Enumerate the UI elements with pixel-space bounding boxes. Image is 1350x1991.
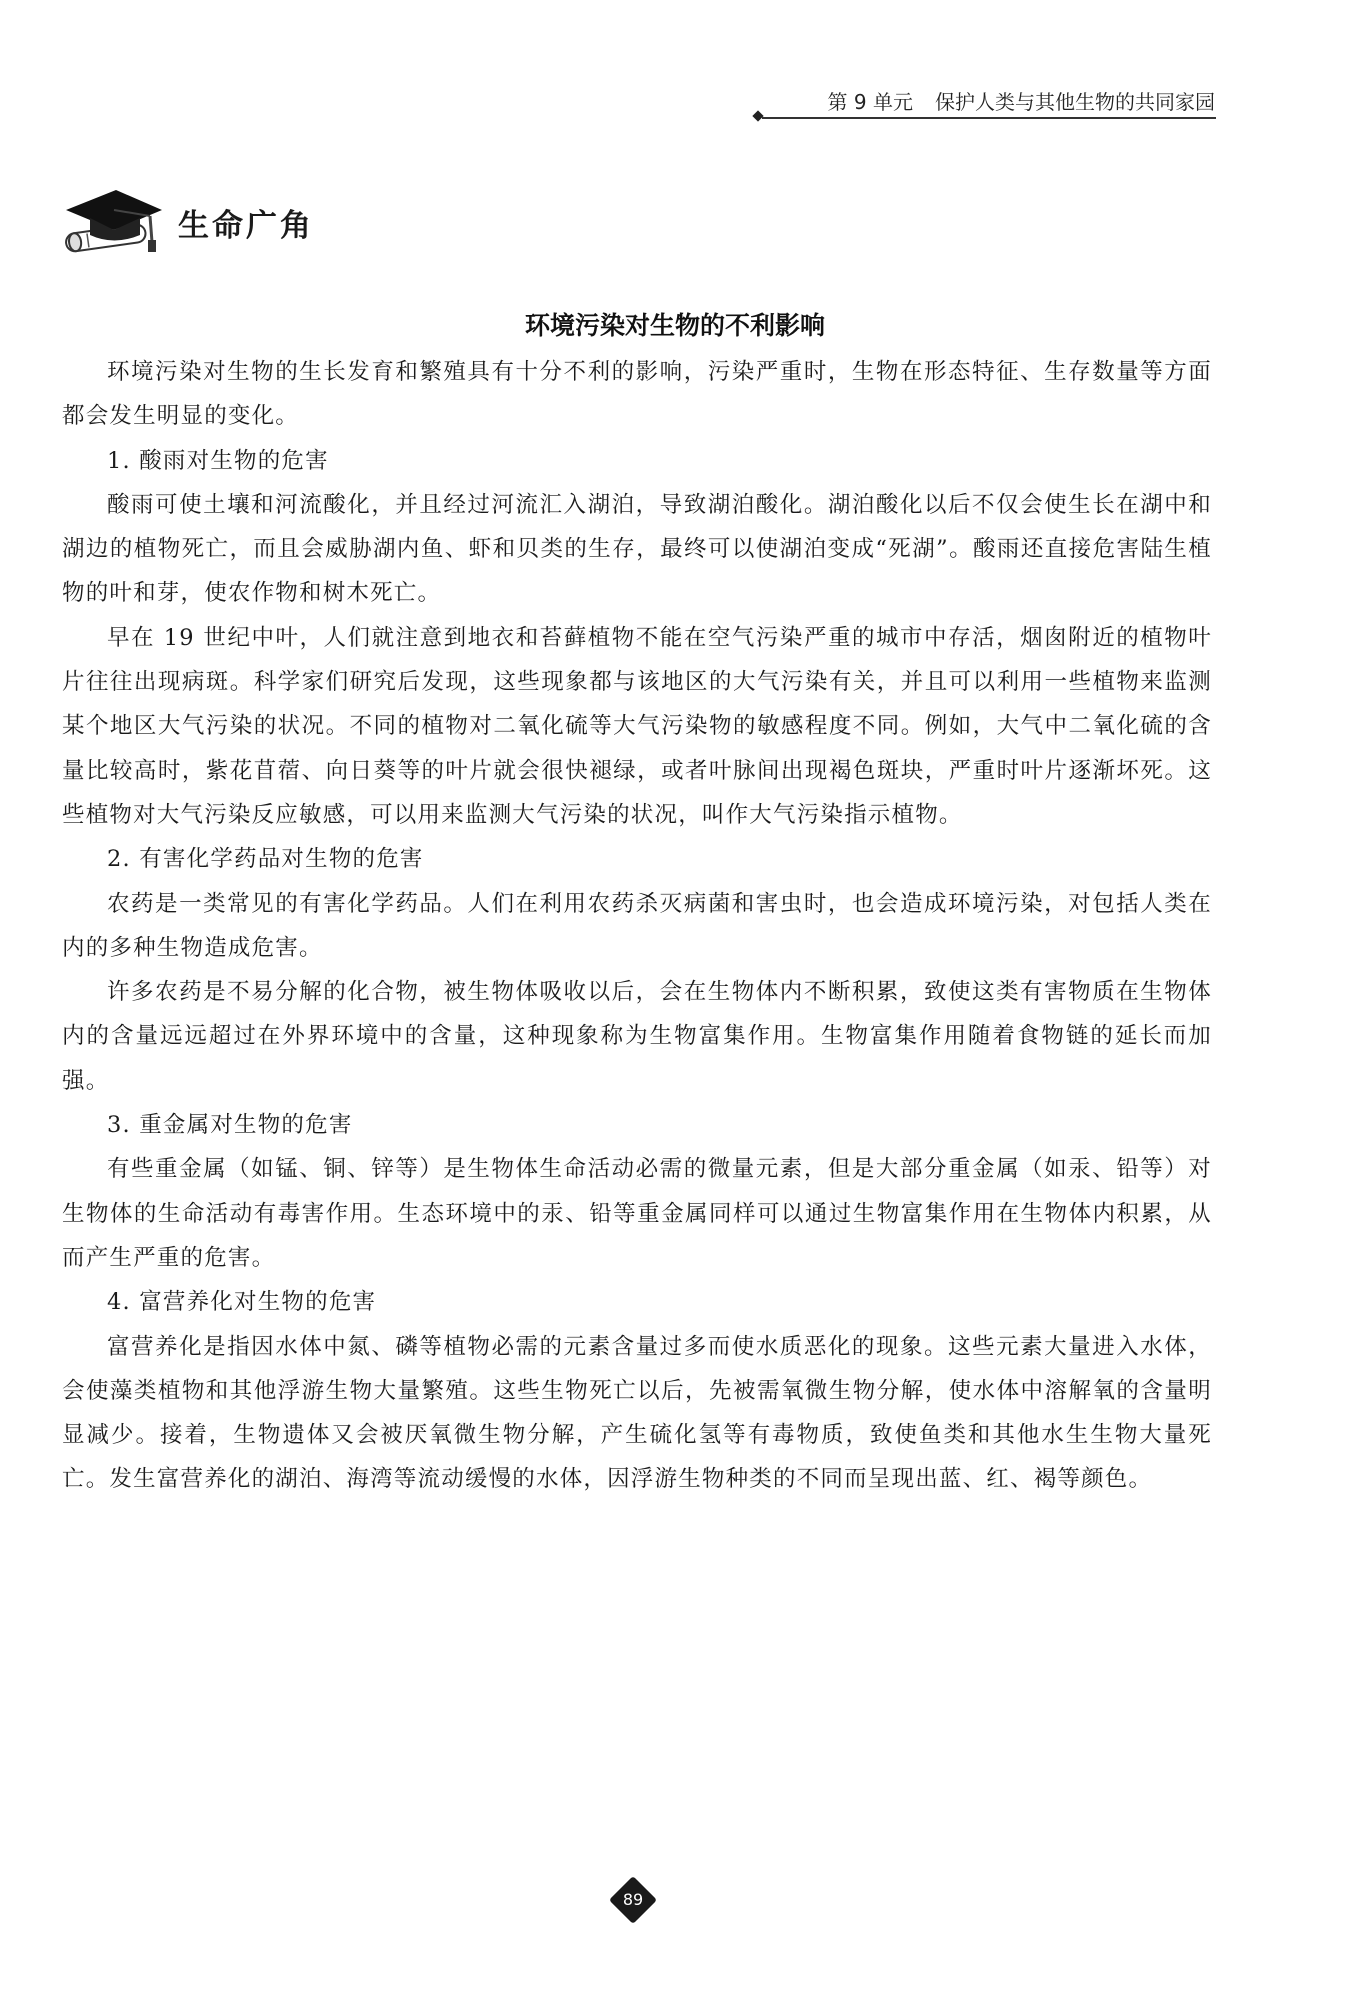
page-number-badge [610,1877,656,1923]
paragraph: 早在 19 世纪中叶，人们就注意到地衣和苔藓植物不能在空气污染严重的城市中存活，烟囱附近的植物叶片往往出现病斑。科学家们研究后发现，这些现象都与该地区的大气污染有关，并且可以利用一些植物来监测某个地区大气污染的状况。不同的植物对二氧化硫等大气污染物的敏感程度不同。例如，大气中二氧化硫的含量比较高时，紫花苜蓿、向日葵等的叶片就会很快褪绿，或者叶脉间出现褐色斑块，严重时叶片逐渐坏死。这些植物对大气污染反应敏感，可以用来监测大气污染的状况，叫作大气污染指示植物。 [62,624,1212,828]
section-title: 生命广角 [178,208,314,244]
paragraph: 富营养化是指因水体中氮、磷等植物必需的元素含量过多而使水质恶化的现象。这些元素大量进入水体，会使藻类植物和其他浮游生物大量繁殖。这些生物死亡以后，先被需氧微生物分解，使水体中溶解氧的含量明显减少。接着，生物遗体又会被厌氧微生物分解，产生硫化氢等有毒物质，致使鱼类和其他水生生物大量死亡。发生富营养化的湖泊、海湾等流动缓慢的水体，因浮游生物种类的不同而呈现出蓝、红、褐等颜色。 [62,1333,1212,1493]
unit-label: 第 9 单元 [827,90,913,114]
subsection-heading: 3. 重金属对生物的危害 [107,1112,353,1139]
subsection-heading: 2. 有害化学药品对生物的危害 [107,846,424,873]
paragraph: 许多农药是不易分解的化合物，被生物体吸收以后，会在生物体内不断积累，致使这类有害物质在生物体内的含量远远超过在外界环境中的含量，这种现象称为生物富集作用。生物富集作用随着食物链的延长而加强。 [62,979,1212,1094]
header-rule [762,117,1216,119]
article-title: 环境污染对生物的不利影响 [524,311,825,340]
page-number: 89 [622,1890,644,1909]
subsection-heading: 4. 富营养化对生物的危害 [107,1289,377,1316]
paragraph: 农药是一类常见的有害化学药品。人们在利用农药杀灭病菌和害虫时，也会造成环境污染，对包括人类在内的多种生物造成危害。 [62,890,1212,961]
subsection-heading: 1. 酸雨对生物的危害 [107,447,329,474]
unit-title: 保护人类与其他生物的共同家园 [935,90,1215,114]
running-header [828,86,1215,115]
paragraph: 环境污染对生物的生长发育和繁殖具有十分不利的影响，污染严重时，生物在形态特征、生存数量等方面都会发生明显的变化。 [62,359,1212,430]
article-body [62,350,1212,1502]
paragraph: 酸雨可使土壤和河流酸化，并且经过河流汇入湖泊，导致湖泊酸化。湖泊酸化以后不仅会使生长在湖中和湖边的植物死亡，而且会威胁湖内鱼、虾和贝类的生存，最终可以使湖泊变成“死湖”。酸雨还直接危害陆生植物的叶和芽，使农作物和树木死亡。 [62,491,1212,607]
header-diamond-icon [752,110,763,121]
graduation-cap-icon [58,180,168,265]
paragraph: 有些重金属（如锰、铜、锌等）是生物体生命活动必需的微量元素，但是大部分重金属（如汞、铅等）对生物体的生命活动有毒害作用。生态环境中的汞、铅等重金属同样可以通过生物富集作用在生物体内积累，从而产生严重的危害。 [62,1156,1212,1271]
